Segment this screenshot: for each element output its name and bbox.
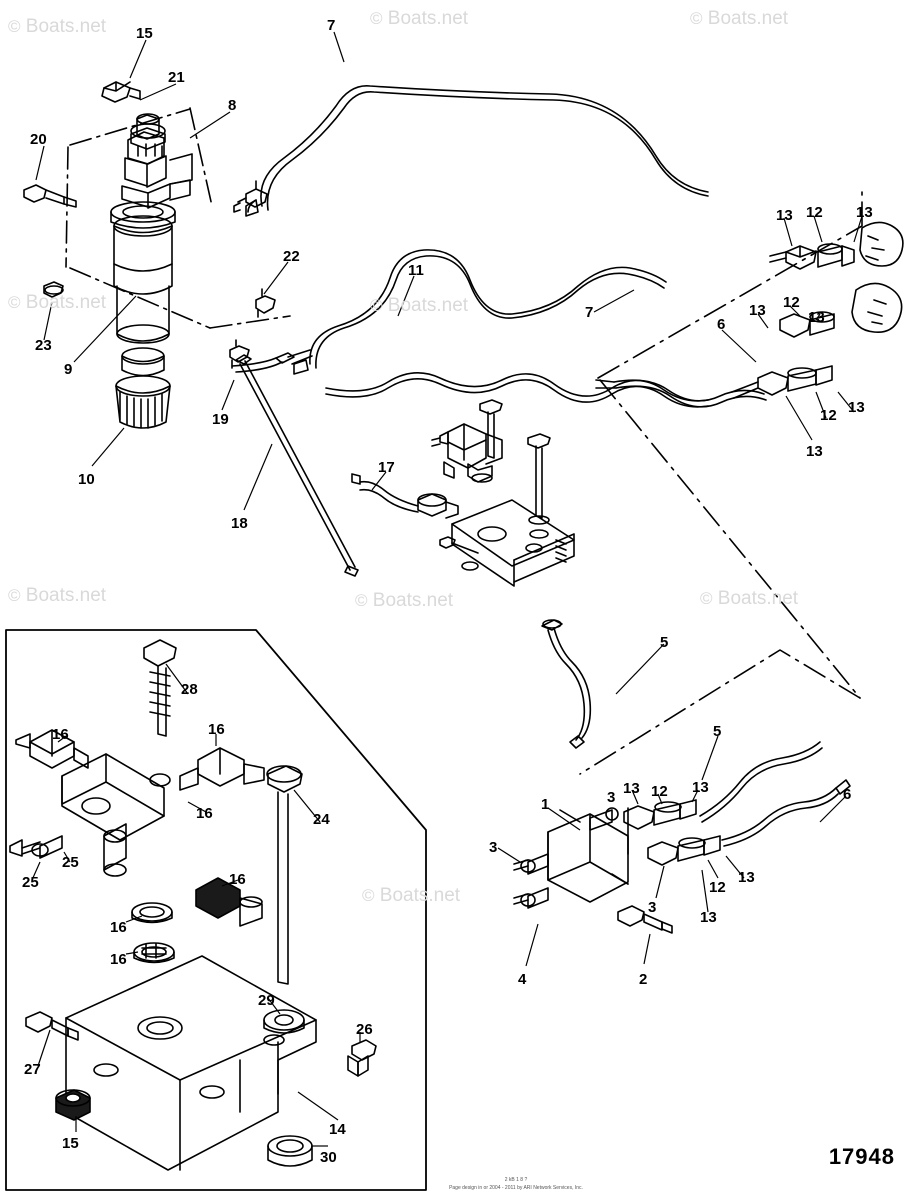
callout-number: 22	[283, 248, 300, 265]
callout-number: 13	[700, 909, 717, 926]
callout-number: 23	[35, 337, 52, 354]
callout-number: 16	[110, 919, 127, 936]
callout-number: 26	[356, 1021, 373, 1038]
diagram-id-number: 17948	[828, 1144, 895, 1169]
callout-number: 13	[856, 204, 873, 221]
watermark: © Boats.net	[370, 8, 469, 29]
callout-number: 12	[783, 294, 800, 311]
callout-number: 2	[639, 971, 648, 988]
callout-number: 13	[776, 207, 793, 224]
callout-number: 1	[541, 796, 550, 813]
callout-number: 21	[168, 69, 185, 86]
callout-number: 16	[196, 805, 213, 822]
callout-number: 3	[648, 899, 657, 916]
callout-number: 9	[64, 361, 73, 378]
watermark: © Boats.net	[700, 588, 799, 609]
callout-number: 16	[208, 721, 225, 738]
callout-number: 20	[30, 131, 47, 148]
callout-number: 12	[709, 879, 726, 896]
callout-number: 14	[329, 1121, 346, 1138]
callout-number: 12	[806, 204, 823, 221]
callout-number: 13	[623, 780, 640, 797]
callout-number: 13	[806, 443, 823, 460]
callout-number: 7	[327, 17, 336, 34]
callout-number: 16	[229, 871, 246, 888]
callout-number: 8	[228, 97, 237, 114]
callout-number: 12	[651, 783, 668, 800]
callout-number: 24	[313, 811, 330, 828]
callout-number: 11	[408, 262, 424, 279]
callout-number: 25	[22, 874, 39, 891]
callout-number: 27	[24, 1061, 41, 1078]
callout-number: 3	[607, 789, 616, 806]
watermark: © Boats.net	[8, 585, 107, 606]
callout-number: 12	[820, 407, 837, 424]
watermark: © Boats.net	[362, 885, 461, 906]
callout-number: 16	[52, 726, 69, 743]
callout-number: 5	[713, 723, 722, 740]
callout-number: 30	[320, 1149, 337, 1166]
callout-number: 15	[62, 1135, 79, 1152]
callout-number: 13	[749, 302, 766, 319]
callout-number: 15	[136, 25, 153, 42]
callout-number: 13	[692, 779, 709, 796]
watermark: © Boats.net	[690, 8, 789, 29]
watermark: © Boats.net	[8, 16, 107, 37]
callout-number: 4	[518, 971, 527, 988]
callout-number: 29	[258, 992, 275, 1009]
callout-number: 7	[585, 304, 594, 321]
callout-number: 10	[78, 471, 95, 488]
callout-number: 19	[212, 411, 229, 428]
callout-number: 17	[378, 459, 395, 476]
callout-number: 13	[848, 399, 865, 416]
footer-note-line1: 2 kB 1 8 ?	[504, 1177, 528, 1183]
watermark: © Boats.net	[355, 590, 454, 611]
callout-number: 6	[717, 316, 726, 333]
callout-number: 13	[738, 869, 755, 886]
callout-number: 28	[181, 681, 198, 698]
callout-number: 3	[489, 839, 498, 856]
watermark: © Boats.net	[370, 295, 469, 316]
callout-number: 13	[808, 309, 825, 326]
callout-number: 16	[110, 951, 127, 968]
footer-copyright-note	[396, 1177, 636, 1192]
watermark: © Boats.net	[8, 292, 107, 313]
callout-number: 6	[843, 786, 852, 803]
callout-number: 18	[231, 515, 248, 532]
callout-number: 5	[660, 634, 669, 651]
footer-note-line2: Page design in or 2004 - 2011 by ARI Network Services, Inc.	[449, 1184, 583, 1191]
callout-number: 25	[62, 854, 79, 871]
